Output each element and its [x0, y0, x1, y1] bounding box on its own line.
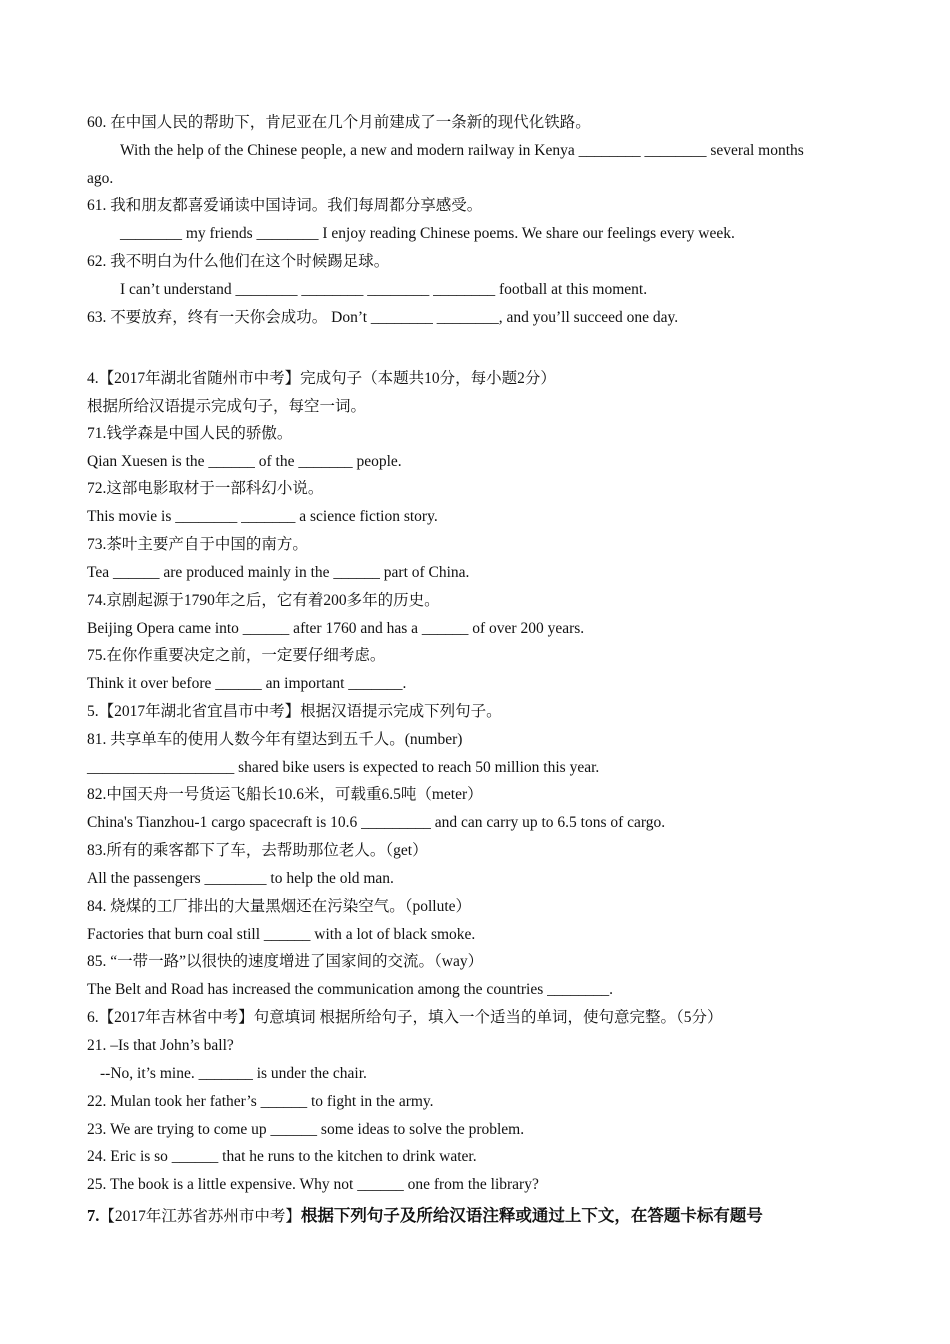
question-21-line-2: --No, it’s mine. _______ is under the chair.	[100, 1065, 367, 1082]
question-83-sentence: All the passengers ________ to help the old man.	[87, 870, 394, 887]
question-85-sentence: The Belt and Road has increased the communication among the countries ________.	[87, 981, 614, 998]
section-7-heading	[87, 1206, 763, 1227]
question-84-sentence: Factories that burn coal still ______ with a lot of black smoke.	[87, 926, 476, 943]
question-72-prompt: 72.这部电影取材于一部科幻小说。	[87, 480, 324, 497]
question-22: 22. Mulan took her father’s ______ to fight in the army.	[87, 1093, 434, 1110]
question-73-prompt: 73.茶叶主要产自于中国的南方。	[87, 536, 308, 553]
question-85-prompt: 85. “一带一路”以很快的速度增进了国家间的交流。（way）	[87, 953, 484, 970]
question-75-prompt: 75.在你作重要决定之前，一定要仔细考虑。	[87, 647, 386, 664]
section-7-number: 7.	[87, 1206, 100, 1225]
section-4-instruction: 根据所给汉语提示完成句子，每空一词。	[87, 398, 367, 415]
question-60-sentence: With the help of the Chinese people, a new and modern railway in Kenya ________ ________ several months	[120, 142, 804, 159]
question-61-sentence: ________ my friends ________ I enjoy reading Chinese poems. We share our feelings every week.	[120, 225, 735, 242]
question-81-prompt: 81. 共享单车的使用人数今年有望达到五千人。(number)	[87, 731, 463, 748]
question-84-prompt: 84. 烧煤的工厂排出的大量黑烟还在污染空气。（pollute）	[87, 898, 472, 915]
question-74-prompt: 74.京剧起源于1790年之后，它有着200多年的历史。	[87, 592, 440, 609]
question-62-prompt: 62. 我不明白为什么他们在这个时候踢足球。	[87, 253, 390, 270]
question-72-sentence: This movie is ________ _______ a science fiction story.	[87, 508, 438, 525]
question-62-sentence: I can’t understand ________ ________ ________ ________ football at this moment.	[120, 281, 648, 298]
question-61-prompt: 61. 我和朋友都喜爱诵读中国诗词。我们每周都分享感受。	[87, 197, 483, 214]
section-6-heading: 6.【2017年吉林省中考】句意填词 根据所给句子，填入一个适当的单词，使句意完整。（5分）	[87, 1009, 723, 1026]
question-83-prompt: 83.所有的乘客都下了车，去帮助那位老人。（get）	[87, 842, 428, 859]
question-24: 24. Eric is so ______ that he runs to the kitchen to drink water.	[87, 1148, 477, 1165]
section-7-instruction: 根据下列句子及所给汉语注释或通过上下文，在答题卡标有题号	[300, 1206, 763, 1225]
question-71-prompt: 71.钱学森是中国人民的骄傲。	[87, 425, 293, 442]
question-25: 25. The book is a little expensive. Why not ______ one from the library?	[87, 1176, 539, 1193]
question-21-line-1: 21. –Is that John’s ball?	[87, 1037, 234, 1054]
section-5-heading: 5.【2017年湖北省宜昌市中考】根据汉语提示完成下列句子。	[87, 703, 502, 720]
question-74-sentence: Beijing Opera came into ______ after 1760 and has a ______ of over 200 years.	[87, 620, 585, 637]
question-75-sentence: Think it over before ______ an important _______.	[87, 675, 407, 692]
section-7-source: 【2017年江苏省苏州市中考】	[99, 1208, 301, 1225]
question-73-sentence: Tea ______ are produced mainly in the ______ part of China.	[87, 564, 470, 581]
question-81-sentence: ___________________ shared bike users is expected to reach 50 million this year.	[87, 759, 600, 776]
question-71-sentence: Qian Xuesen is the ______ of the _______ people.	[87, 453, 402, 470]
question-63: 63. 不要放弃，终有一天你会成功。 Don’t ________ ________, and you’ll succeed one day.	[87, 309, 679, 326]
question-82-prompt: 82.中国天舟一号货运飞船长10.6米，可载重6.5吨（meter）	[87, 786, 483, 803]
section-4-heading: 4.【2017年湖北省随州市中考】完成句子（本题共10分，每小题2分）	[87, 370, 556, 387]
question-82-sentence: China's Tianzhou-1 cargo spacecraft is 10.6 _________ and can carry up to 6.5 tons of cargo.	[87, 814, 666, 831]
question-23: 23. We are trying to come up ______ some ideas to solve the problem.	[87, 1121, 525, 1138]
question-60-prompt: 60. 在中国人民的帮助下，肯尼亚在几个月前建成了一条新的现代化铁路。	[87, 114, 591, 131]
question-60-sentence-cont: ago.	[87, 170, 114, 187]
